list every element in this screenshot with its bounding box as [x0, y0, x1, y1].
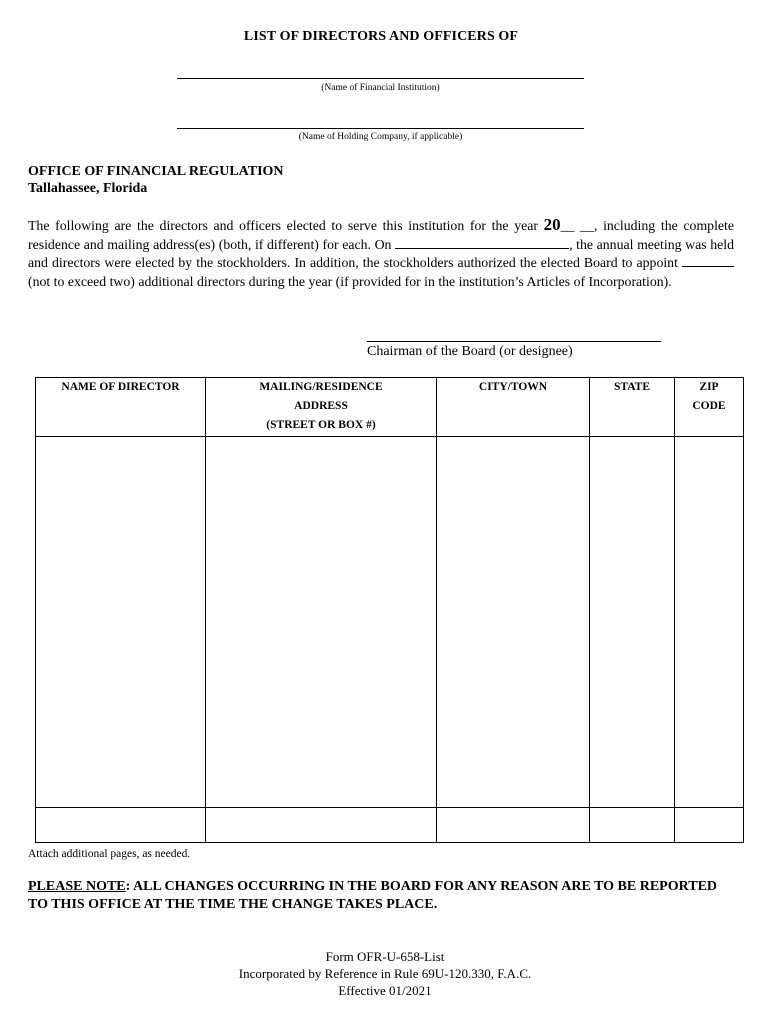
year-blanks[interactable]: __ __ — [560, 218, 594, 233]
please-note — [28, 878, 728, 914]
address-cell[interactable] — [206, 437, 437, 808]
intro-paragraph — [28, 216, 734, 291]
office-block — [28, 163, 284, 197]
document-title: LIST OF DIRECTORS AND OFFICERS OF — [243, 29, 519, 44]
chairman-label: Chairman of the Board (or designee) — [367, 344, 573, 359]
table-header-row — [36, 378, 744, 437]
year-prefix: 20 — [543, 215, 561, 234]
please-note-text: : ALL CHANGES OCCURRING IN THE BOARD FOR ANY REASON ARE TO BE REPORTED TO THIS OFFICE AT THE TIME THE CHANGE TAKES PLACE. — [28, 879, 718, 912]
header-line: ZIP — [699, 381, 719, 393]
please-note-label: PLEASE NOTE — [28, 879, 126, 894]
table-row — [36, 808, 744, 843]
name-cell[interactable] — [36, 808, 206, 843]
office-name: OFFICE OF FINANCIAL REGULATION — [28, 164, 284, 179]
header-line: CITY/TOWN — [478, 381, 548, 393]
paragraph-text-2: , including the complete residence and mailing address(es) (both, if different) for each. On — [28, 218, 734, 252]
holding-company-line[interactable] — [177, 128, 584, 129]
institution-name-caption: (Name of Financial Institution) — [321, 83, 440, 93]
paragraph-text-1: The following are the directors and officers elected to serve this institution for the year — [28, 218, 544, 233]
attach-note: Attach additional pages, as needed. — [28, 848, 191, 860]
additional-directors-blank[interactable] — [682, 255, 734, 267]
paragraph-text-4: (not to exceed two) additional directors during the year (if provided for in the institution’s Articles of Incorporation). — [28, 273, 672, 289]
header-line: NAME OF DIRECTOR — [61, 381, 180, 393]
city-cell[interactable] — [437, 808, 590, 843]
header-line: ADDRESS — [294, 400, 348, 412]
institution-name-line[interactable] — [177, 78, 584, 79]
zip-cell[interactable] — [675, 437, 744, 808]
form-footer — [0, 948, 770, 999]
header-line: MAILING/RESIDENCE — [259, 381, 383, 393]
state-cell[interactable] — [590, 808, 675, 843]
zip-cell[interactable] — [675, 808, 744, 843]
name-cell[interactable] — [36, 437, 206, 808]
header-name-of-director — [36, 378, 206, 437]
city-cell[interactable] — [437, 437, 590, 808]
paragraph-text-3: , the annual meeting was held and directors were elected by the stockholders. In addition, the stockholders authorized the elected Board to appoint — [28, 236, 734, 270]
address-cell[interactable] — [206, 808, 437, 843]
header-line: CODE — [692, 400, 726, 412]
directors-table — [35, 377, 744, 843]
form-incorporated: Incorporated by Reference in Rule 69U-120.330, F.A.C. — [238, 966, 532, 981]
header-line: STATE — [613, 381, 650, 393]
header-zip-code — [675, 378, 744, 437]
header-state — [590, 378, 675, 437]
chairman-signature-line[interactable] — [367, 341, 661, 342]
header-city-town — [437, 378, 590, 437]
form-effective: Effective 01/2021 — [338, 983, 432, 998]
meeting-date-blank[interactable] — [395, 237, 569, 249]
holding-company-caption: (Name of Holding Company, if applicable) — [298, 132, 463, 142]
table-row — [36, 437, 744, 808]
office-city: Tallahassee, Florida — [28, 181, 148, 196]
form-number: Form OFR-U-658-List — [325, 949, 445, 964]
header-mailing-address — [206, 378, 437, 437]
state-cell[interactable] — [590, 437, 675, 808]
header-line: (STREET OR BOX #) — [266, 419, 376, 431]
